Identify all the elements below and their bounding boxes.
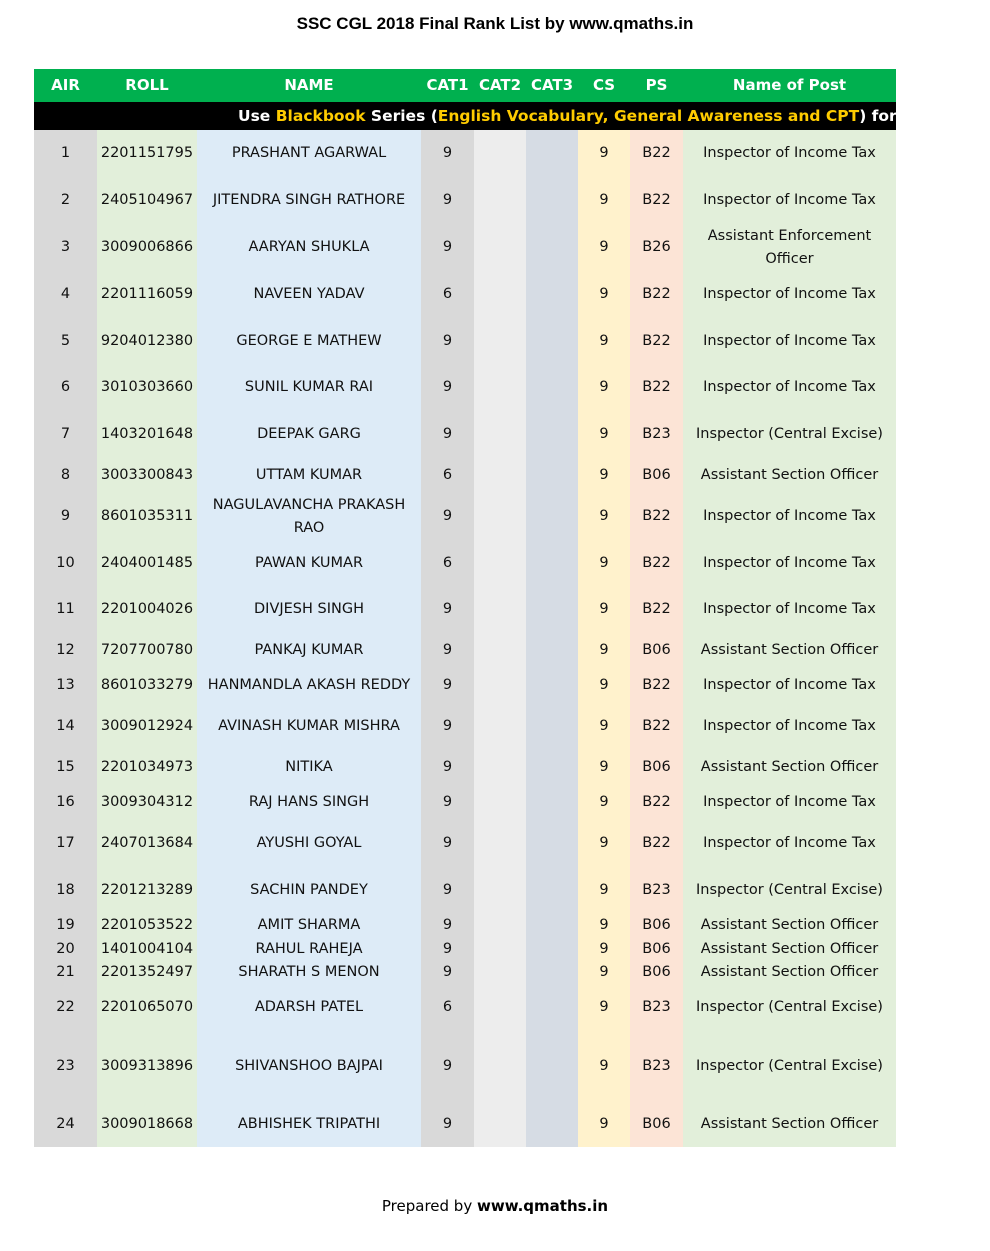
cell-cat3 xyxy=(526,984,578,1031)
cell-roll: 2201053522 xyxy=(97,914,197,937)
cell-cat3 xyxy=(526,540,578,586)
cell-post: Inspector of Income Tax xyxy=(683,703,896,750)
cell-cs: 9 xyxy=(578,750,630,785)
cell-cat2 xyxy=(474,820,526,867)
cell-cat3 xyxy=(526,785,578,820)
cell-ps: B22 xyxy=(630,318,683,364)
cell-name: RAHUL RAHEJA xyxy=(197,937,421,961)
cell-cat2 xyxy=(474,271,526,318)
cell-post: Assistant Section Officer xyxy=(683,1101,896,1147)
banner-text-5: ) for Sure Su xyxy=(859,107,971,125)
cell-name: SUNIL KUMAR RAI xyxy=(197,364,421,411)
cell-roll: 3009018668 xyxy=(97,1101,197,1147)
cell-air: 18 xyxy=(34,867,97,914)
cell-cat2 xyxy=(474,668,526,703)
table-row xyxy=(34,411,896,458)
cell-cat3 xyxy=(526,937,578,961)
cell-roll: 7207700780 xyxy=(97,633,197,668)
cell-cat1: 9 xyxy=(421,1031,474,1101)
cell-air: 3 xyxy=(34,224,97,271)
cell-cat3 xyxy=(526,411,578,458)
cell-cat2 xyxy=(474,984,526,1031)
cell-cs: 9 xyxy=(578,411,630,458)
cell-post: Inspector of Income Tax xyxy=(683,271,896,318)
cell-cat2 xyxy=(474,785,526,820)
cell-ps: B22 xyxy=(630,364,683,411)
table-row xyxy=(34,224,896,271)
table-row xyxy=(34,937,896,961)
cell-cat2 xyxy=(474,961,526,984)
cell-cat3 xyxy=(526,750,578,785)
cell-post: Inspector of Income Tax xyxy=(683,177,896,224)
header-cat2: CAT2 xyxy=(478,76,522,94)
cell-cat3 xyxy=(526,458,578,493)
cell-ps: B26 xyxy=(630,224,683,271)
cell-ps: B22 xyxy=(630,271,683,318)
table-row xyxy=(34,914,896,937)
table-header xyxy=(34,69,896,102)
promo-banner xyxy=(34,102,971,130)
cell-air: 19 xyxy=(34,914,97,937)
cell-cs: 9 xyxy=(578,493,630,540)
cell-post: Assistant Section Officer xyxy=(683,458,896,493)
cell-post: Inspector of Income Tax xyxy=(683,586,896,633)
cell-ps: B22 xyxy=(630,130,683,177)
cell-post: Inspector (Central Excise) xyxy=(683,411,896,458)
table-body xyxy=(34,130,896,1147)
cell-cat1: 9 xyxy=(421,961,474,984)
cell-cat1: 9 xyxy=(421,937,474,961)
cell-ps: B22 xyxy=(630,703,683,750)
cell-name: JITENDRA SINGH RATHORE xyxy=(197,177,421,224)
cell-cat2 xyxy=(474,177,526,224)
cell-cat3 xyxy=(526,1031,578,1101)
cell-cat3 xyxy=(526,177,578,224)
cell-post: Inspector of Income Tax xyxy=(683,785,896,820)
table-row xyxy=(34,458,896,493)
cell-roll: 1401004104 xyxy=(97,937,197,961)
cell-post: Assistant Section Officer xyxy=(683,961,896,984)
cell-name: AYUSHI GOYAL xyxy=(197,820,421,867)
cell-roll: 3010303660 xyxy=(97,364,197,411)
cell-cat1: 9 xyxy=(421,586,474,633)
cell-post: Inspector of Income Tax xyxy=(683,668,896,703)
cell-air: 7 xyxy=(34,411,97,458)
cell-cs: 9 xyxy=(578,224,630,271)
cell-name: PRASHANT AGARWAL xyxy=(197,130,421,177)
cell-cat3 xyxy=(526,1101,578,1147)
table-row xyxy=(34,318,896,364)
cell-ps: B06 xyxy=(630,458,683,493)
cell-roll: 2201004026 xyxy=(97,586,197,633)
cell-cat1: 9 xyxy=(421,130,474,177)
table-row xyxy=(34,493,896,540)
table-row xyxy=(34,1101,896,1147)
cell-cs: 9 xyxy=(578,820,630,867)
table-row xyxy=(34,540,896,586)
cell-air: 9 xyxy=(34,493,97,540)
table-row xyxy=(34,586,896,633)
cell-cat1: 9 xyxy=(421,668,474,703)
cell-air: 11 xyxy=(34,586,97,633)
cell-cat1: 6 xyxy=(421,458,474,493)
table-row xyxy=(34,1031,896,1101)
banner-text-4: English Vocabulary, General Awareness and CPT xyxy=(437,107,860,125)
cell-ps: B23 xyxy=(630,867,683,914)
table-row xyxy=(34,364,896,411)
cell-post: Inspector of Income Tax xyxy=(683,318,896,364)
cell-ps: B06 xyxy=(630,914,683,937)
cell-roll: 3009304312 xyxy=(97,785,197,820)
header-ps: PS xyxy=(645,76,668,94)
cell-post: Inspector of Income Tax xyxy=(683,130,896,177)
cell-roll: 2201213289 xyxy=(97,867,197,914)
cell-post: Inspector (Central Excise) xyxy=(683,1031,896,1101)
cell-cat1: 6 xyxy=(421,984,474,1031)
cell-air: 12 xyxy=(34,633,97,668)
cell-roll: 2201352497 xyxy=(97,961,197,984)
cell-cat2 xyxy=(474,633,526,668)
cell-post: Assistant Enforcement Officer xyxy=(683,224,896,271)
cell-cs: 9 xyxy=(578,867,630,914)
table-row xyxy=(34,750,896,785)
cell-ps: B22 xyxy=(630,177,683,224)
rank-list-table xyxy=(34,69,971,1147)
table-row xyxy=(34,177,896,224)
footer-site: www.qmaths.in xyxy=(476,1197,609,1215)
cell-roll: 2201034973 xyxy=(97,750,197,785)
cell-name: PANKAJ KUMAR xyxy=(197,633,421,668)
cell-cs: 9 xyxy=(578,961,630,984)
cell-cat2 xyxy=(474,867,526,914)
cell-cat2 xyxy=(474,1101,526,1147)
cell-ps: B22 xyxy=(630,668,683,703)
cell-cat3 xyxy=(526,820,578,867)
cell-cat3 xyxy=(526,364,578,411)
cell-name: RAJ HANS SINGH xyxy=(197,785,421,820)
cell-cat2 xyxy=(474,318,526,364)
cell-cat1: 9 xyxy=(421,1101,474,1147)
header-post: Name of Post xyxy=(732,76,847,94)
cell-roll: 2404001485 xyxy=(97,540,197,586)
cell-roll: 9204012380 xyxy=(97,318,197,364)
table-row xyxy=(34,703,896,750)
cell-cat1: 9 xyxy=(421,914,474,937)
cell-cat1: 9 xyxy=(421,867,474,914)
cell-cs: 9 xyxy=(578,668,630,703)
cell-air: 14 xyxy=(34,703,97,750)
cell-name: ADARSH PATEL xyxy=(197,984,421,1031)
cell-air: 21 xyxy=(34,961,97,984)
cell-cat3 xyxy=(526,224,578,271)
cell-post: Inspector of Income Tax xyxy=(683,820,896,867)
cell-cat3 xyxy=(526,961,578,984)
cell-roll: 3009012924 xyxy=(97,703,197,750)
cell-ps: B06 xyxy=(630,750,683,785)
cell-cs: 9 xyxy=(578,703,630,750)
table-row xyxy=(34,984,896,1031)
header-cs: CS xyxy=(592,76,616,94)
cell-cs: 9 xyxy=(578,937,630,961)
banner-text-3: Series ( xyxy=(365,107,438,125)
cell-air: 24 xyxy=(34,1101,97,1147)
cell-cat1: 9 xyxy=(421,224,474,271)
banner-text-1: Use xyxy=(238,107,276,125)
cell-cat3 xyxy=(526,130,578,177)
cell-name: SACHIN PANDEY xyxy=(197,867,421,914)
cell-cs: 9 xyxy=(578,984,630,1031)
table-row xyxy=(34,633,896,668)
cell-air: 4 xyxy=(34,271,97,318)
cell-cat2 xyxy=(474,703,526,750)
cell-air: 5 xyxy=(34,318,97,364)
cell-name: DEEPAK GARG xyxy=(197,411,421,458)
cell-air: 6 xyxy=(34,364,97,411)
cell-cs: 9 xyxy=(578,458,630,493)
header-roll: ROLL xyxy=(125,76,169,94)
cell-cat2 xyxy=(474,914,526,937)
cell-cat3 xyxy=(526,867,578,914)
cell-air: 8 xyxy=(34,458,97,493)
table-row xyxy=(34,130,896,177)
cell-ps: B22 xyxy=(630,785,683,820)
cell-cs: 9 xyxy=(578,318,630,364)
table-row xyxy=(34,961,896,984)
cell-ps: B23 xyxy=(630,411,683,458)
cell-cs: 9 xyxy=(578,130,630,177)
footer-prefix: Prepared by xyxy=(381,1197,477,1215)
cell-cat1: 6 xyxy=(421,271,474,318)
cell-cat3 xyxy=(526,318,578,364)
cell-ps: B22 xyxy=(630,540,683,586)
footer xyxy=(0,1197,990,1215)
cell-cat2 xyxy=(474,364,526,411)
cell-cat3 xyxy=(526,271,578,318)
cell-name: AARYAN SHUKLA xyxy=(197,224,421,271)
cell-air: 23 xyxy=(34,1031,97,1101)
cell-cat2 xyxy=(474,130,526,177)
cell-cat2 xyxy=(474,458,526,493)
cell-post: Assistant Section Officer xyxy=(683,937,896,961)
cell-ps: B06 xyxy=(630,937,683,961)
cell-cat2 xyxy=(474,540,526,586)
cell-cs: 9 xyxy=(578,1101,630,1147)
cell-cat1: 9 xyxy=(421,785,474,820)
cell-air: 17 xyxy=(34,820,97,867)
cell-cat2 xyxy=(474,224,526,271)
cell-air: 20 xyxy=(34,937,97,961)
cell-cat3 xyxy=(526,668,578,703)
cell-name: NITIKA xyxy=(197,750,421,785)
cell-post: Inspector (Central Excise) xyxy=(683,867,896,914)
table-row xyxy=(34,867,896,914)
cell-name: UTTAM KUMAR xyxy=(197,458,421,493)
cell-name: AMIT SHARMA xyxy=(197,914,421,937)
cell-cat3 xyxy=(526,703,578,750)
cell-name: HANMANDLA AKASH REDDY xyxy=(197,668,421,703)
cell-ps: B06 xyxy=(630,633,683,668)
cell-cat3 xyxy=(526,914,578,937)
cell-name: SHIVANSHOO BAJPAI xyxy=(197,1031,421,1101)
cell-ps: B06 xyxy=(630,961,683,984)
cell-cat3 xyxy=(526,586,578,633)
cell-cat1: 9 xyxy=(421,364,474,411)
cell-cat1: 9 xyxy=(421,177,474,224)
cell-post: Inspector of Income Tax xyxy=(683,364,896,411)
cell-cat3 xyxy=(526,633,578,668)
cell-name: GEORGE E MATHEW xyxy=(197,318,421,364)
cell-ps: B23 xyxy=(630,984,683,1031)
cell-air: 2 xyxy=(34,177,97,224)
cell-post: Assistant Section Officer xyxy=(683,633,896,668)
cell-roll: 2407013684 xyxy=(97,820,197,867)
header-air: AIR xyxy=(51,76,80,94)
cell-cs: 9 xyxy=(578,177,630,224)
cell-name: DIVJESH SINGH xyxy=(197,586,421,633)
cell-roll: 3009006866 xyxy=(97,224,197,271)
cell-post: Inspector of Income Tax xyxy=(683,493,896,540)
cell-air: 15 xyxy=(34,750,97,785)
cell-cat2 xyxy=(474,493,526,540)
cell-post: Inspector of Income Tax xyxy=(683,540,896,586)
cell-air: 16 xyxy=(34,785,97,820)
cell-air: 13 xyxy=(34,668,97,703)
cell-roll: 2201151795 xyxy=(97,130,197,177)
cell-cs: 9 xyxy=(578,633,630,668)
cell-cat1: 9 xyxy=(421,633,474,668)
cell-cs: 9 xyxy=(578,364,630,411)
cell-roll: 1403201648 xyxy=(97,411,197,458)
cell-name: PAWAN KUMAR xyxy=(197,540,421,586)
table-row xyxy=(34,820,896,867)
cell-cs: 9 xyxy=(578,785,630,820)
cell-air: 1 xyxy=(34,130,97,177)
banner-text-2: Blackbook xyxy=(275,107,366,125)
cell-cat1: 9 xyxy=(421,411,474,458)
cell-roll: 3009313896 xyxy=(97,1031,197,1101)
cell-cat1: 9 xyxy=(421,318,474,364)
table-row xyxy=(34,271,896,318)
cell-name: NAGULAVANCHA PRAKASH RAO xyxy=(197,493,421,540)
cell-cs: 9 xyxy=(578,271,630,318)
cell-cat3 xyxy=(526,493,578,540)
cell-ps: B06 xyxy=(630,1101,683,1147)
cell-cat2 xyxy=(474,586,526,633)
cell-air: 22 xyxy=(34,984,97,1031)
cell-ps: B22 xyxy=(630,493,683,540)
cell-cat2 xyxy=(474,411,526,458)
cell-cat1: 6 xyxy=(421,540,474,586)
cell-ps: B22 xyxy=(630,586,683,633)
table-row xyxy=(34,785,896,820)
cell-roll: 3003300843 xyxy=(97,458,197,493)
cell-name: ABHISHEK TRIPATHI xyxy=(197,1101,421,1147)
cell-cat1: 9 xyxy=(421,493,474,540)
cell-roll: 8601035311 xyxy=(97,493,197,540)
cell-cat2 xyxy=(474,750,526,785)
cell-cat2 xyxy=(474,937,526,961)
cell-post: Assistant Section Officer xyxy=(683,914,896,937)
header-name: NAME xyxy=(284,76,334,94)
cell-cat1: 9 xyxy=(421,820,474,867)
cell-roll: 2201065070 xyxy=(97,984,197,1031)
cell-ps: B22 xyxy=(630,820,683,867)
cell-roll: 8601033279 xyxy=(97,668,197,703)
cell-name: AVINASH KUMAR MISHRA xyxy=(197,703,421,750)
cell-cat1: 9 xyxy=(421,703,474,750)
header-cat3: CAT3 xyxy=(530,76,574,94)
cell-post: Inspector (Central Excise) xyxy=(683,984,896,1031)
cell-roll: 2405104967 xyxy=(97,177,197,224)
cell-cat2 xyxy=(474,1031,526,1101)
cell-name: NAVEEN YADAV xyxy=(197,271,421,318)
cell-cat1: 9 xyxy=(421,750,474,785)
table-row xyxy=(34,668,896,703)
cell-cs: 9 xyxy=(578,586,630,633)
cell-air: 10 xyxy=(34,540,97,586)
cell-roll: 2201116059 xyxy=(97,271,197,318)
cell-cs: 9 xyxy=(578,1031,630,1101)
cell-cs: 9 xyxy=(578,540,630,586)
page-title: SSC CGL 2018 Final Rank List by www.qmaths.in xyxy=(296,14,694,33)
cell-post: Assistant Section Officer xyxy=(683,750,896,785)
cell-name: SHARATH S MENON xyxy=(197,961,421,984)
header-cat1: CAT1 xyxy=(426,76,469,94)
cell-cs: 9 xyxy=(578,914,630,937)
cell-ps: B23 xyxy=(630,1031,683,1101)
